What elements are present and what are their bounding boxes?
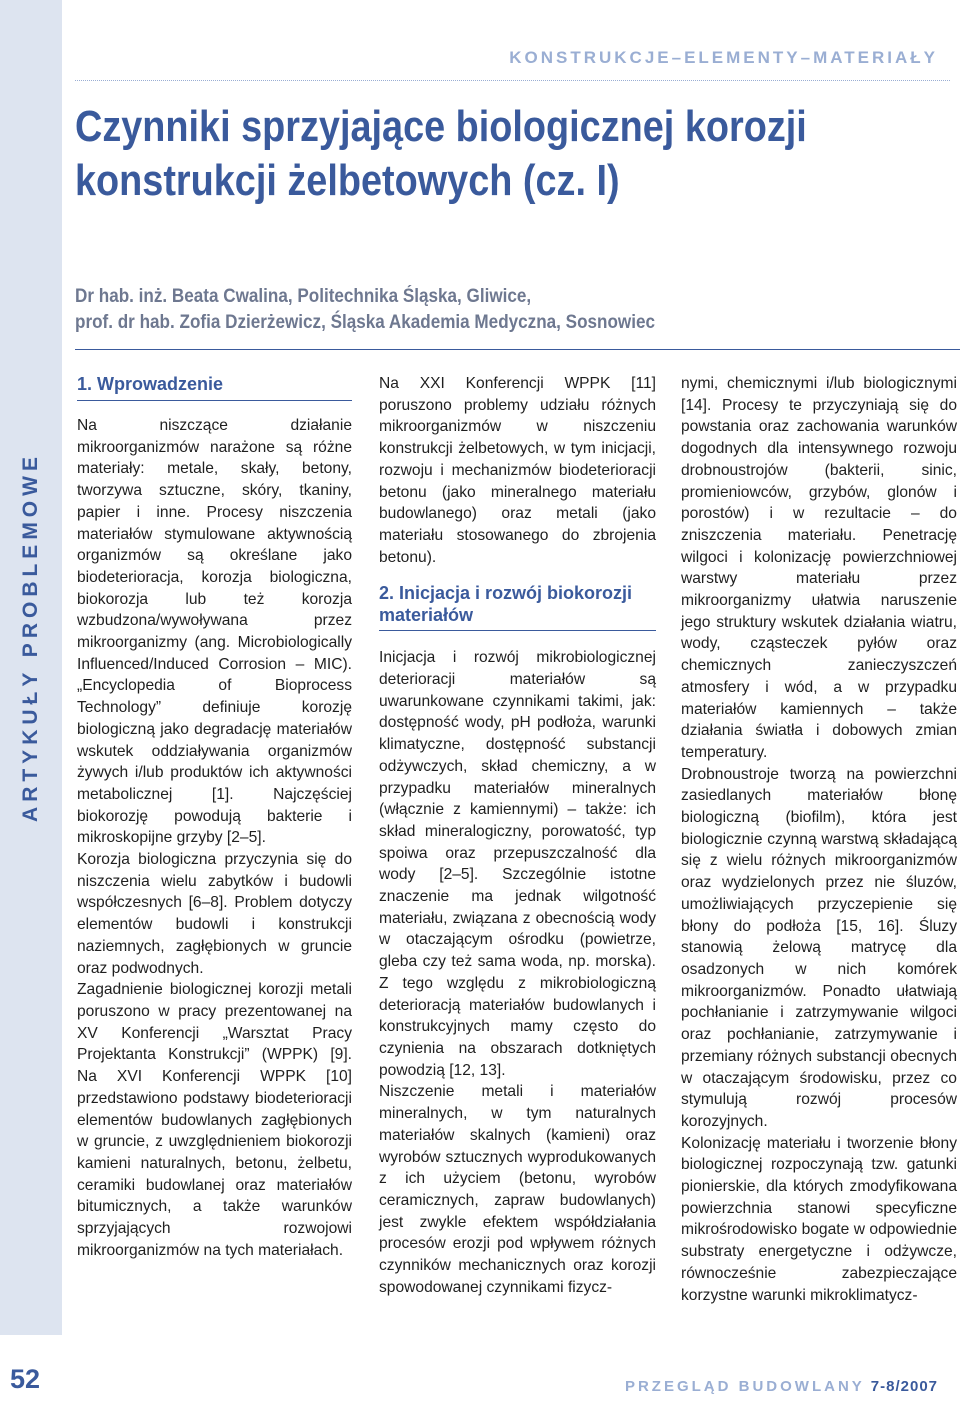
header-divider	[75, 80, 950, 81]
sidebar-label: ARTYKUŁY PROBLEMOWE	[19, 452, 43, 822]
paragraph: Drobnoustroje tworzą na powierzchni zasiedlanych materiałów błonę biologiczną (biofilm), która jest biologicznie czynną warstwą składającą się z wielu różnych mikroorganizmów oraz wydzielonych przez nie śluzów, umożliwiających przyczepienie się błony do podłoża [15, 16]. Śluzy stanowią żelową matrycę dla osadzonych w nich komórek mikroorganizmów. Ponadto ułatwiają pochłanianie i zatrzymywanie wilgoci oraz pochłanianie, zatrzymywanie i przemiany różnych substancji obecnych w otaczającym środowisku, przez co stymulują rozwój procesów korozyjnych.	[681, 765, 957, 1130]
article-title	[75, 100, 952, 208]
sidebar-band	[0, 0, 62, 1335]
journal-name: PRZEGLĄD BUDOWLANY	[624, 1378, 865, 1395]
paragraph: Zagadnienie biologicznej korozji metali poruszono w pracy prezentowanej na XV Konferencji „Warsztat Pracy Projektanta Konstrukcji” (WPPK) [9]. Na XVI Konferencji WPPK [10] przedstawiono podstawy biodeterioracji elementów budowlanych zagłębionych w gruncie, z uwzględnieniem biokorozji kamieni naturalnych, betonu, żelbetu, ceramiki budowlanej oraz materiałów bitumicznych, a także warunków sprzyjających rozwojowi mikroorganizmów na tych materiałach.	[77, 981, 352, 1259]
section-heading-introduction: 1. Wprowadzenie	[77, 373, 352, 401]
issue-number: 7-8/2007	[870, 1378, 938, 1395]
body-divider	[75, 349, 960, 350]
paragraph: Kolonizację materiału i tworzenie błony biologicznej rozpoczynają tzw. gatunki pionierskie, dla których zmodyfikowana powierzchnia stanowi specyficzne mikrośrodowisko bogate w odpowiednie substraty energetyczne i odżywcze, równocześnie zabezpieczające korzystne warunki mikroklimatycz-	[681, 1134, 957, 1304]
title-line-2: konstrukcji żelbetowych (cz. I)	[75, 156, 620, 205]
author-line-2: prof. dr hab. Zofia Dzierżewicz, Śląska Akademia Medyczna, Sosnowiec	[75, 312, 655, 333]
paragraph: Niszczenie metali i materiałów mineralnych, w tym naturalnych materiałów skalnych (kamieni) oraz wyrobów sztucznych wyprodukowanych z ich użyciem (betonu, wyrobów ceramicznych, zapraw budowlanych) jest zwykle efektem współdziałania procesów erozji pod wpływem różnych czynników mechanicznych oraz korozji spowodowanej czynnikami fizycz-	[379, 1083, 656, 1296]
page-number: 52	[10, 1364, 41, 1394]
paragraph: Na XXI Konferencji WPPK [11] poruszono problemy udziału różnych mikroorganizmów w niszczeniu konstrukcji żelbetowych, w tym inicjacji, rozwoju i mechanizmów biodeterioracji betonu (jako mineralnego materiału budowlanego) oraz metali (jako materiału stosowanego do zbrojenia betonu).	[379, 375, 656, 566]
paragraph: Korozja biologiczna przyczynia się do niszczenia wielu zabytków i budowli współczesnych [6–8]. Problem dotyczy elementów budowli i konstrukcji naziemnych, zagłębionych w gruncie oraz podwodnych.	[77, 851, 352, 977]
text-column-2	[379, 373, 656, 1298]
paragraph: Na niszczące działanie mikroorganizmów narażone są różne materiały: metale, skały, betony, tworzywa sztuczne, skóry, tkaniny, papier i inne. Procesy niszczenia materiałów stymulowane aktywnością organizmów są określane jako biodeterioracja, korozja biologiczna, biokorozja lub też korozja wzbudzona/wywoływana przez mikroorganizmy (ang. Microbiologically Influenced/Induced Corrosion – MIC). „Encyclopedia of Bioprocess Technology” definiuje korozję biologiczną jako degradację materiałów wskutek oddziaływania organizmów żywych i/lub produktów ich aktywności metabolicznej [1]. Najczęściej biokorozję powodują bakterie i mikroskopijne grzyby [2–5].	[77, 417, 352, 847]
section-heading-initiation: 2. Inicjacja i rozwój biokorozji materiałów	[379, 582, 656, 631]
paragraph: Inicjacja i rozwój mikrobiologicznej deterioracji materiałów są uwarunkowane czynnikami takimi, jak: dostępność wody, pH podłoża, warunki klimatyczne, dostępność substancji odżywczych, skład chemiczny, a w przypadku materiałów mineralnych (włącznie z kamiennymi) – także: ich skład mineralogiczny, porowatość, typ spoiwa oraz przepuszczalność dla wody [2–5]. Szczególnie istotne znaczenie ma jednak wilgotność materiału, związana z obecnością wody w otaczającym ośrodku (powietrze, gleba czy też sama woda, np. morska). Z tego względu z mikrobiologiczną deterioracją materiałów budowlanych i konstrukcyjnych mamy często do czynienia na obszarach dotkniętych powodzią [12, 13].	[379, 649, 656, 1079]
sidebar-label-wrap	[8, 402, 54, 872]
title-line-1: Czynniki sprzyjające biologicznej korozji	[75, 102, 807, 151]
paragraph: nymi, chemicznymi i/lub biologicznymi [14]. Procesy te przyczyniają się do powstania oraz zachowania warunków dogodnych dla intensywnego rozwoju drobnoustrojów (bakterii, sinic, promieniowców, grzybów, glonów i porostów) i w rezultacie – do zniszczenia materiału. Penetrację wilgoci i kolonizację powierzchniowej warstwy materiału przez mikroorganizmy ułatwia naruszenie jego struktury wskutek działania wiatru, wody, cząsteczek pyłów oraz chemicznych zanieczyszczeń atmosfery i wód, a w przypadku materiałów kamiennych – także działania światła i dobowych zmian temperatury.	[681, 375, 957, 761]
text-column-3	[681, 373, 957, 1306]
article-authors	[75, 284, 885, 336]
section-header: KONSTRUKCJE–ELEMENTY–MATERIAŁY	[509, 48, 938, 67]
author-line-1: Dr hab. inż. Beata Cwalina, Politechnika Śląska, Gliwice,	[75, 286, 532, 307]
text-column-1	[77, 373, 352, 1261]
journal-footer	[625, 1378, 938, 1395]
